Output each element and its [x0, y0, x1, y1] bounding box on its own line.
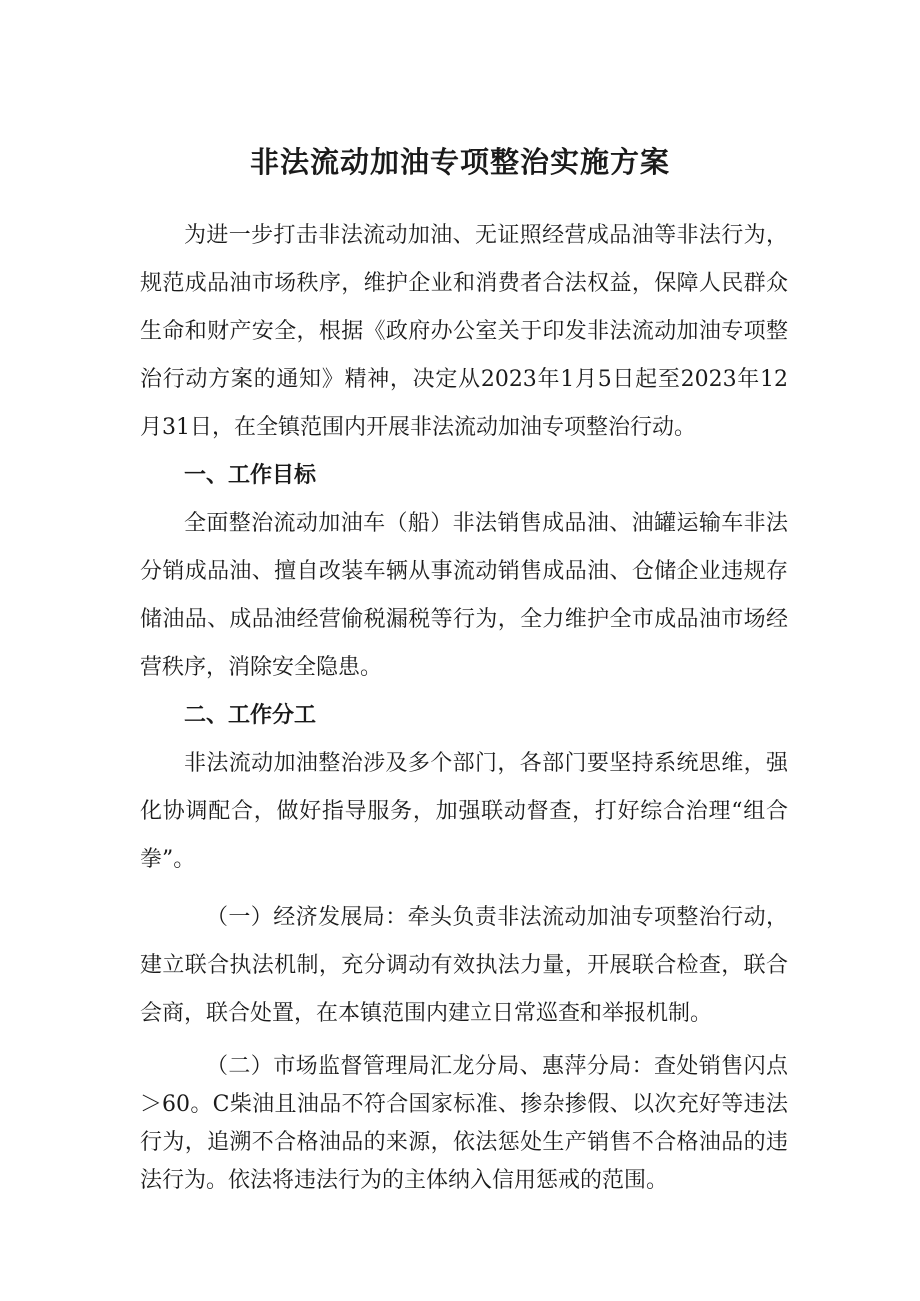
section-heading-goals: 一、工作目标	[184, 463, 317, 488]
document-title: 非法流动加油专项整治实施方案	[249, 145, 670, 179]
paragraph-gap	[140, 1038, 788, 1048]
paragraph-gap	[140, 884, 788, 894]
goals-paragraph: 全面整治流动加油车（船）非法销售成品油、油罐运输车非法分销成品油、擅自改装车辆从事流动销售成品油、仓储企业违规存储油品、成品油经营偷税漏税等行为，全力维护全市成品油市场经营秩序，消除安全隐患。	[140, 511, 788, 680]
division-item-market: （二）市场监督管理局汇龙分局、惠萍分局：查处销售闪点＞60。C柴油且油品不符合国家标准、掺杂掺假、以次充好等违法行为，追溯不合格油品的来源，依法惩处生产销售不合格油品的违法行为。依法将违法行为的主体纳入信用惩戒的范围。	[140, 1054, 788, 1193]
division-paragraph: 非法流动加油整治涉及多个部门，各部门要坚持系统思维，强化协调配合，做好指导服务，加强联动督查，打好综合治理“组合拳”。	[140, 751, 788, 872]
document-body	[140, 212, 788, 1200]
intro-paragraph: 为进一步打击非法流动加油、无证照经营成品油等非法行为，规范成品油市场秩序，维护企业和消费者合法权益，保障人民群众生命和财产安全，根据《政府办公室关于印发非法流动加油专项整治行动方案的通知》精神，决定从2023年1月5日起至2023年12月31日，在全镇范围内开展非法流动加油专项整治行动。	[140, 223, 788, 440]
section-heading-division: 二、工作分工	[184, 703, 317, 728]
division-item-economic: （一）经济发展局：牵头负责非法流动加油专项整治行动，建立联合执法机制，充分调动有效执法力量，开展联合检查，联合会商，联合处置，在本镇范围内建立日常巡查和举报机制。	[140, 905, 788, 1026]
